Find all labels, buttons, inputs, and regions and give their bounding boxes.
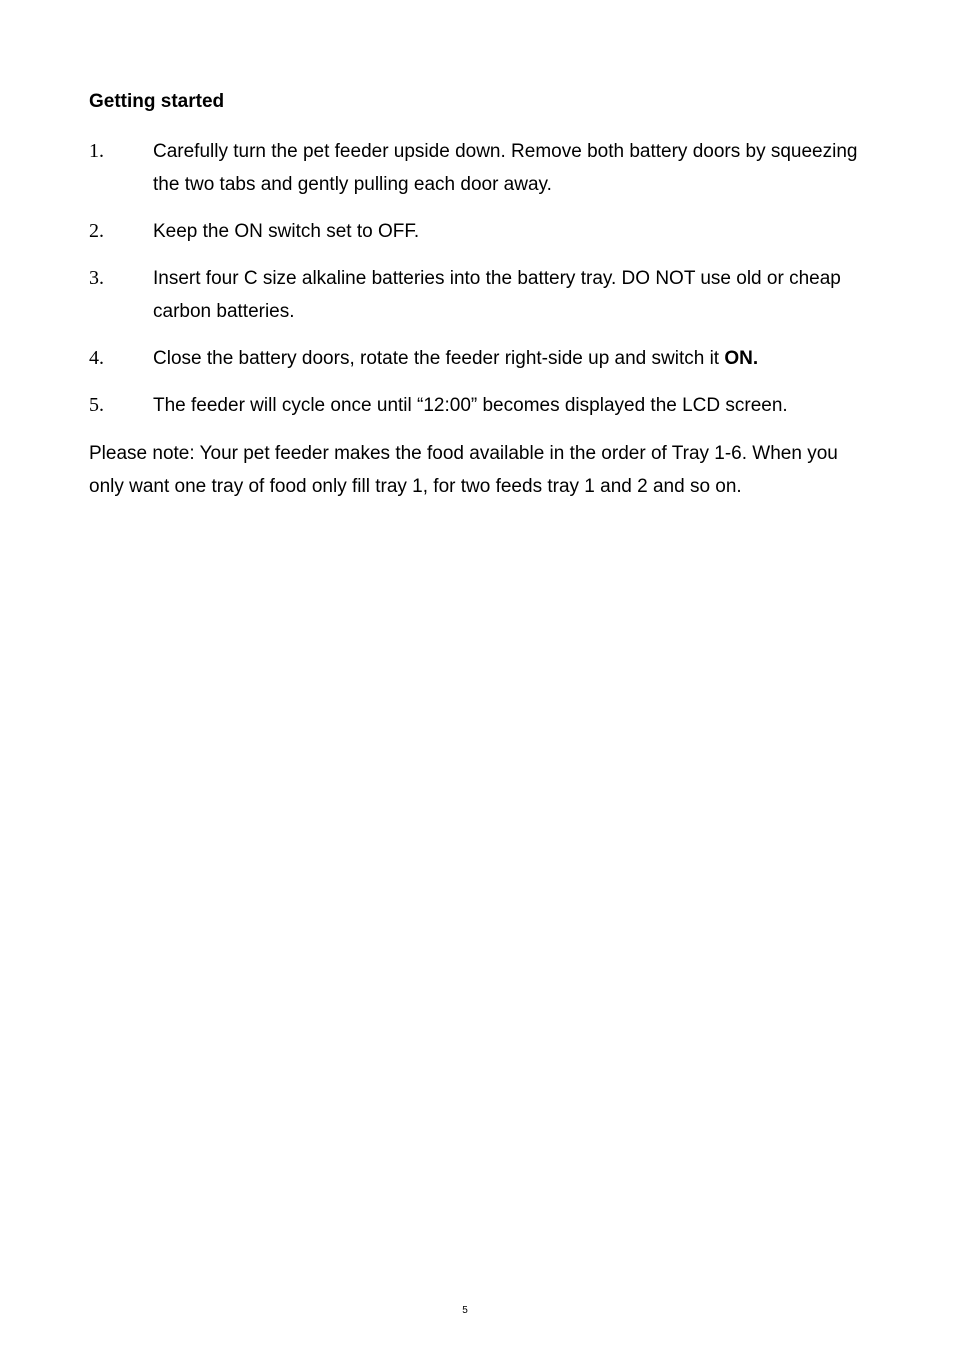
step-text: The feeder will cycle once until “12:00” becomes displayed the LCD screen. (153, 395, 788, 416)
step-text-container (153, 342, 869, 375)
step-number: 5. (89, 394, 104, 416)
step-text: Close the battery doors, rotate the feeder right-side up and switch it (153, 348, 725, 369)
list-item (89, 342, 869, 375)
step-text: Insert four C size alkaline batteries into the battery tray. DO NOT use old or cheap carbon batteries. (153, 268, 841, 322)
step-text: Keep the ON switch set to OFF. (153, 221, 420, 242)
step-number: 2. (89, 220, 104, 242)
list-item (89, 135, 869, 201)
step-text-bold: ON. (724, 348, 759, 369)
note-paragraph: Please note: Your pet feeder makes the food available in the order of Tray 1-6. When you only want one tray of food only fill tray 1, for two feeds tray 1 and 2 and so on. (89, 443, 838, 497)
steps-list (89, 135, 869, 436)
step-number: 1. (89, 140, 104, 162)
page-number: 5 (462, 1305, 468, 1316)
step-number: 4. (89, 347, 104, 369)
list-item (89, 215, 869, 248)
section-heading: Getting started (89, 91, 225, 112)
step-number: 3. (89, 267, 104, 289)
list-item (89, 389, 869, 422)
list-item (89, 262, 869, 328)
step-text: Carefully turn the pet feeder upside down. Remove both battery doors by squeezing the two tabs and gently pulling each door away. (153, 141, 858, 195)
